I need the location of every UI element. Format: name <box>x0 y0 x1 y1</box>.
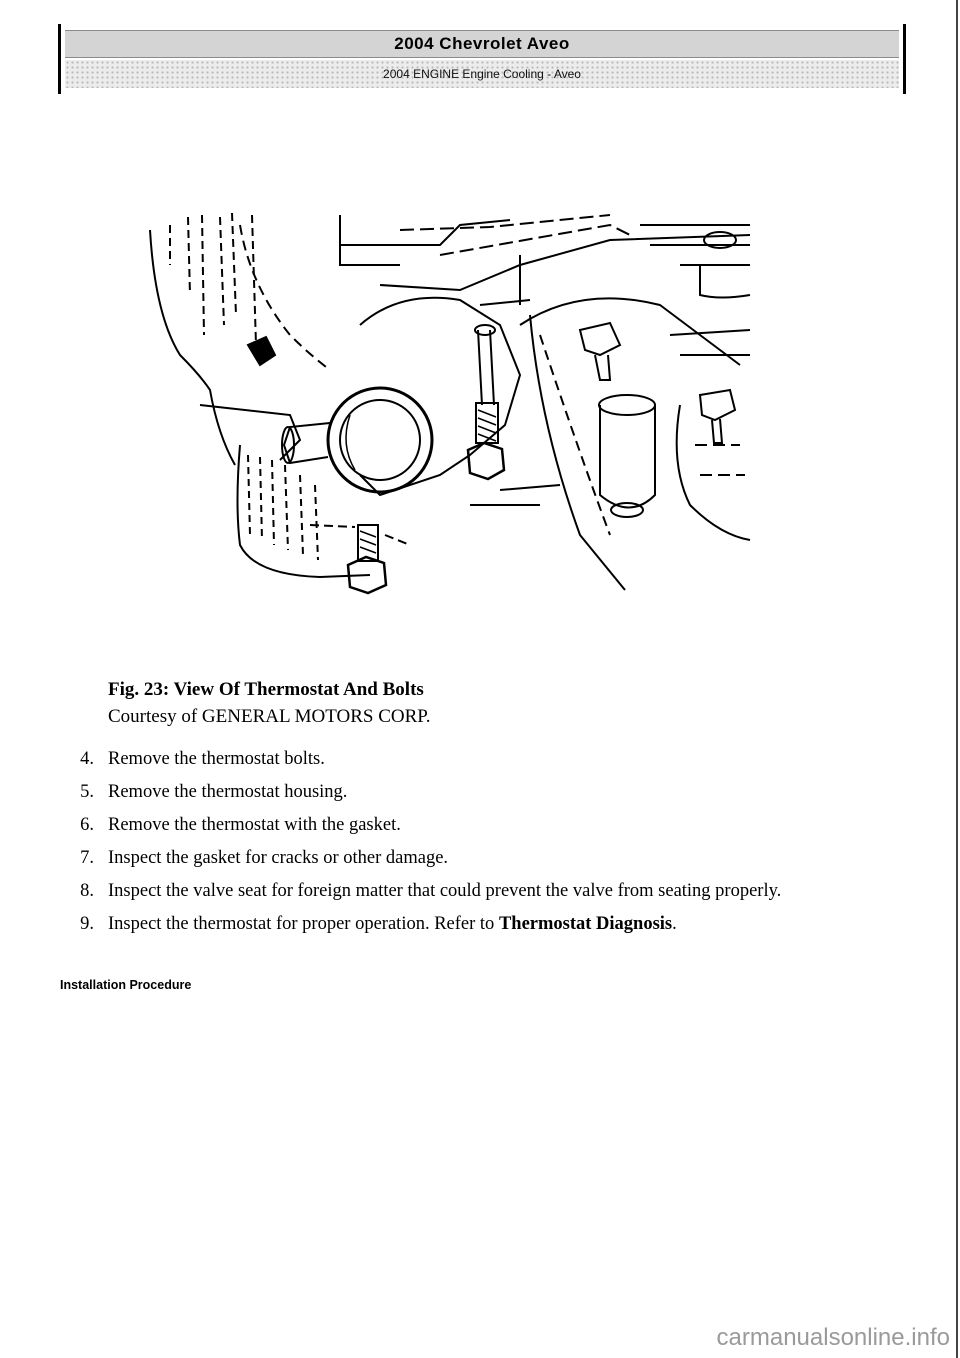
thermostat-illustration <box>140 205 760 605</box>
step-text: Remove the thermostat with the gasket. <box>108 815 401 835</box>
procedure-steps <box>60 748 880 946</box>
step-text-tail: . <box>672 914 677 934</box>
step-number: 9. <box>80 914 94 934</box>
step-text: Inspect the valve seat for foreign matter that could prevent the valve from seating properly. <box>108 881 782 901</box>
step-text: Remove the thermostat bolts. <box>108 749 325 769</box>
header-subtitle: 2004 ENGINE Engine Cooling - Aveo <box>65 60 899 88</box>
step-text: Inspect the thermostat for proper operation. Refer to <box>108 914 499 934</box>
figure-caption <box>108 676 431 730</box>
step-item <box>60 847 880 870</box>
header-title: 2004 Chevrolet Aveo <box>65 30 899 58</box>
step-number: 7. <box>80 848 94 868</box>
step-item <box>60 748 880 771</box>
figure-credit: Courtesy of GENERAL MOTORS CORP. <box>108 706 431 727</box>
step-number: 4. <box>80 749 94 769</box>
watermark: carmanualsonline.info <box>716 1324 950 1351</box>
step-number: 5. <box>80 782 94 802</box>
step-text-with-link <box>108 913 880 936</box>
step-item <box>60 880 880 903</box>
step-text: Inspect the gasket for cracks or other damage. <box>108 848 449 868</box>
step-item <box>60 781 880 804</box>
document-header <box>58 24 906 94</box>
section-heading: Installation Procedure <box>60 978 192 992</box>
step-number: 8. <box>80 881 94 901</box>
step-item <box>60 913 880 936</box>
step-text: Remove the thermostat housing. <box>108 782 348 802</box>
thermostat-diagnosis-reference[interactable]: Thermostat Diagnosis <box>498 914 673 934</box>
figure-title: Fig. 23: View Of Thermostat And Bolts <box>108 679 424 700</box>
step-item <box>60 814 880 837</box>
page-right-edge <box>956 0 958 1358</box>
step-number: 6. <box>80 815 94 835</box>
